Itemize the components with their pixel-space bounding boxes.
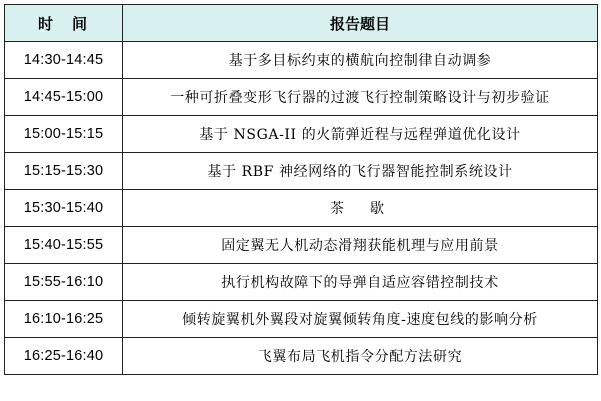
- table-row: [5, 301, 598, 338]
- time-cell: 14:30-14:45: [5, 42, 123, 79]
- time-cell: 15:55-16:10: [5, 264, 123, 301]
- title-cell: 飞翼布局飞机指令分配方法研究: [123, 338, 598, 375]
- table-row-break: [5, 190, 598, 227]
- table-row: [5, 153, 598, 190]
- table-row: [5, 227, 598, 264]
- header-title: 报告题目: [123, 5, 598, 42]
- table-header: [5, 5, 598, 42]
- title-cell: 倾转旋翼机外翼段对旋翼倾转角度-速度包线的影响分析: [123, 301, 598, 338]
- time-cell: 15:00-15:15: [5, 116, 123, 153]
- time-cell: 16:25-16:40: [5, 338, 123, 375]
- table-row: [5, 79, 598, 116]
- title-cell: 基于多目标约束的横航向控制律自动调参: [123, 42, 598, 79]
- header-time: 时 间: [5, 5, 123, 42]
- time-cell: 15:30-15:40: [5, 190, 123, 227]
- table-row: [5, 116, 598, 153]
- title-cell: 执行机构故障下的导弹自适应容错控制技术: [123, 264, 598, 301]
- table-row: [5, 338, 598, 375]
- title-cell: 固定翼无人机动态滑翔获能机理与应用前景: [123, 227, 598, 264]
- title-cell: 基于 RBF 神经网络的飞行器智能控制系统设计: [123, 153, 598, 190]
- time-cell: 16:10-16:25: [5, 301, 123, 338]
- title-cell: 一种可折叠变形飞行器的过渡飞行控制策略设计与初步验证: [123, 79, 598, 116]
- time-cell: 14:45-15:00: [5, 79, 123, 116]
- header-row: [5, 5, 598, 42]
- time-cell: 15:15-15:30: [5, 153, 123, 190]
- table-row: [5, 42, 598, 79]
- time-cell: 15:40-15:55: [5, 227, 123, 264]
- title-cell: 茶 歇: [123, 190, 598, 227]
- schedule-table: [4, 4, 598, 375]
- table-body: [5, 42, 598, 375]
- title-cell: 基于 NSGA-II 的火箭弹近程与远程弹道优化设计: [123, 116, 598, 153]
- table-row: [5, 264, 598, 301]
